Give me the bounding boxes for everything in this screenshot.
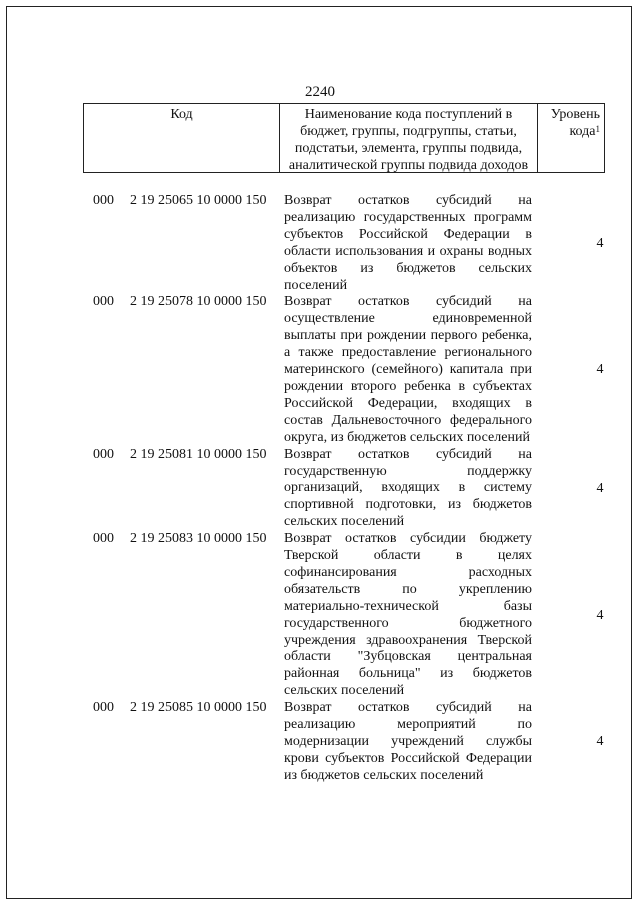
- table-row: [0, 700, 640, 785]
- row-name-line: Возврат остатков субсидий на: [284, 700, 532, 716]
- row-name-line: реализацию мероприятий по: [284, 717, 532, 733]
- row-level: 4: [596, 480, 604, 496]
- row-name-line: крови субъектов Российской Федерации: [284, 750, 532, 766]
- row-level: 4: [596, 362, 604, 378]
- row-name-line: а также предоставление регионального: [284, 345, 532, 361]
- row-level: 4: [596, 235, 604, 251]
- row-name-line: рождении второго ребенка в субъектах: [284, 378, 532, 394]
- row-name-line: Возврат остатков субсидии бюджету: [284, 531, 532, 547]
- row-name-line: обязательств по укреплению: [284, 581, 532, 597]
- row-name-line: районная больница" из бюджетов: [284, 666, 532, 682]
- row-name-line: области "Зубцовская центральная: [284, 649, 532, 665]
- row-name-line: Российской Федерации, входящих в: [284, 395, 532, 411]
- row-name-line: сельских поселений: [284, 514, 405, 530]
- row-name: [284, 294, 532, 446]
- row-name-line: государственного бюджетного: [284, 615, 532, 631]
- row-name-line: сельских поселений: [284, 683, 405, 699]
- row-level: 4: [596, 607, 604, 623]
- row-name-line: государственную поддержку: [284, 463, 532, 479]
- row-income-code: 2 19 25083 10 0000 150: [130, 531, 267, 547]
- row-name-line: выплаты при рождении первого ребенка,: [284, 328, 532, 344]
- row-name-line: округа, из бюджетов сельских поселений: [284, 429, 530, 445]
- header-level: [538, 104, 604, 172]
- table-body: [0, 193, 640, 785]
- row-name-line: организаций, входящих в систему: [284, 480, 532, 496]
- row-name-line: Возврат остатков субсидий на: [284, 294, 532, 310]
- row-admin-code: 000: [93, 446, 114, 462]
- row-name-line: из бюджетов сельских поселений: [284, 767, 484, 783]
- row-name-line: материнского (семейного) капитала при: [284, 362, 532, 378]
- row-income-code: 2 19 25085 10 0000 150: [130, 700, 267, 716]
- row-income-code: 2 19 25081 10 0000 150: [130, 446, 267, 462]
- table-row: [0, 447, 640, 532]
- header-level-footnote: 1: [595, 124, 600, 134]
- row-name-line: модернизации учреждений службы: [284, 734, 532, 749]
- row-income-code: 2 19 25078 10 0000 150: [130, 294, 267, 310]
- table-row: [0, 531, 640, 700]
- row-name: [284, 193, 532, 294]
- row-name-line: реализацию государственных программ: [284, 209, 532, 225]
- row-name: [284, 447, 532, 532]
- row-name-line: материально-технической базы: [284, 598, 532, 614]
- row-admin-code: 000: [93, 294, 114, 310]
- row-name-line: Возврат остатков субсидий на: [284, 446, 532, 462]
- row-income-code: 2 19 25065 10 0000 150: [130, 193, 267, 208]
- header-name: Наименование кода поступлений в бюджет, группы, подгруппы, статьи, подстатьи, элемента, группы подвида, аналитической группы подвида доходов: [280, 104, 538, 172]
- row-name-line: Возврат остатков субсидий на: [284, 193, 532, 208]
- header-code: Код: [84, 104, 280, 172]
- row-name-line: осуществление единовременной: [284, 311, 532, 327]
- row-name-line: состав Дальневосточного федерального: [284, 412, 532, 428]
- row-level: 4: [596, 734, 604, 750]
- table-header: [83, 103, 605, 173]
- row-name-line: спортивной подготовки, из бюджетов: [284, 497, 532, 513]
- row-name: [284, 531, 532, 700]
- row-name-line: Тверской области в целях: [284, 548, 532, 564]
- row-admin-code: 000: [93, 193, 114, 208]
- row-name-line: субъектов Российской Федерации в: [284, 226, 532, 242]
- row-name-line: учреждения здравоохранения Тверской: [284, 632, 532, 648]
- row-name-line: поселений: [284, 277, 348, 293]
- row-name-line: объектов из бюджетов сельских: [284, 260, 532, 276]
- row-admin-code: 000: [93, 531, 114, 547]
- table-row: [0, 294, 640, 446]
- row-admin-code: 000: [93, 700, 114, 716]
- row-name-line: софинансирования расходных: [284, 564, 532, 580]
- page-number: 2240: [305, 84, 335, 100]
- row-name: [284, 700, 532, 785]
- table-row: [0, 193, 640, 294]
- row-name-line: области использования и охраны водных: [284, 243, 532, 259]
- header-level-text: Уровень кода: [550, 107, 600, 139]
